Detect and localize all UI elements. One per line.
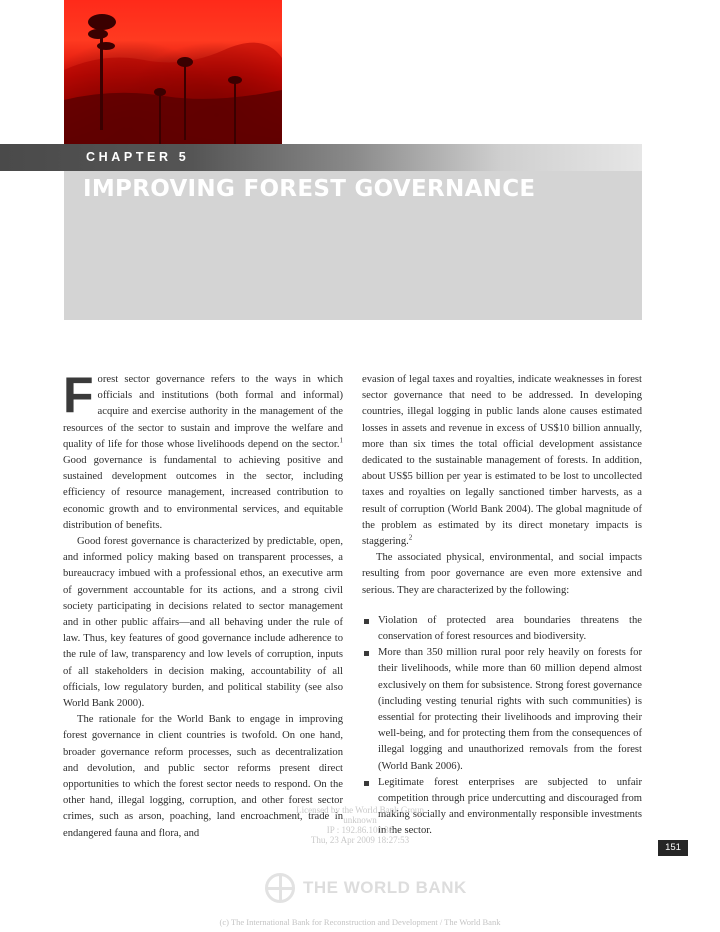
right-column: [362, 372, 642, 840]
list-item: Legitimate forest enterprises are subjected to unfair competition through price undercutting and discouraged from making socially and environmentally responsible investments in the sector.: [362, 775, 642, 840]
forest-silhouette-icon: [64, 0, 282, 144]
license-watermark-line: Thu, 23 Apr 2009 18:27:53: [310, 835, 410, 845]
dropcap: F: [63, 367, 94, 423]
footnote-ref: 1: [339, 436, 343, 445]
logo-text: THE WORLD BANK: [303, 878, 467, 897]
paragraph: The associated physical, environmental, and social impacts resulting from poor governance are even more extensive and serious. They are characterized by the following:: [362, 552, 642, 596]
square-bullet-icon: [364, 651, 369, 656]
copyright-notice: (c) The International Bank for Reconstruction and Development / The World Bank: [219, 917, 501, 927]
page-number: 151: [658, 840, 688, 856]
license-watermark-line: unknown: [343, 815, 377, 825]
chapter-label: CHAPTER 5: [86, 150, 190, 164]
paragraph: Forest sector governance refers to the ways in which officials and institutions (both formal and informal) acquire and exercise authority in the management of the resources of the sector to sustain and improve the welfare and quality of life for those whose livelihoods depend on the sector.$^1$ Good governance is fundamental to achieving positive and sustained development outcomes in the sector, including efficiency of resource management, increased contribution to economic growth and to environmental services, and equitable distribution of benefits.: [63, 367, 343, 531]
footnote-ref: 2: [408, 533, 413, 542]
globe-icon: [265, 873, 295, 903]
license-watermark-line: IP : 192.86.100.36: [326, 825, 394, 835]
square-bullet-icon: [364, 781, 369, 786]
chapter-title: IMPROVING FOREST GOVERNANCE: [83, 176, 536, 202]
paragraph: Good forest governance is characterized by predictable, open, and informed policy making based on transparent processes, a bureaucracy imbued with a professional ethos, an executive arm of government accountable for its actions, and a strong civil society participating in decisions related to sector management and in other public affairs—and all behaving under the rule of law. Thus, key features of good governance include adherence to the rule of law, transparency and low levels of corruption, inputs of all stakeholders in decision making, accountability of all officials, low regulatory burden, and political stability (see also World Bank 2000).: [63, 536, 343, 710]
list-item: Violation of protected area boundaries threatens the conservation of forest resources and biodiversity.: [362, 613, 642, 645]
chapter-photo-forest: [64, 0, 282, 144]
list-item: More than 350 million rural poor rely heavily on forests for their livelihoods, while more than 60 million depend almost exclusively on them for subsistence. Strong forest governance (including vesting tenurial rights with such communities) is essential for protecting their livelihoods and improving their well-being, and for protecting them from the consequences of illegal logging and unauthorized removals from the forest (World Bank 2006).: [362, 645, 642, 775]
world-bank-logo: [265, 870, 467, 906]
left-column: [63, 367, 343, 842]
paragraph: The rationale for the World Bank to engage in improving forest governance in client countries is twofold. On one hand, broader governance reform processes, such as decentralization and devolution, and public sector reforms present direct opportunities to which the forest sector needs to respond. On the other hand, illegal logging, corruption, and other forest sector crimes, such as arson, poaching, land encroachment, trade in endangered fauna and flora, and: [63, 714, 343, 839]
paragraph: evasion of legal taxes and royalties, indicate weaknesses in forest sector governance that need to be addressed. In developing countries, illegal logging in public lands alone causes estimated losses in assets and revenue in excess of US$10 billion annually, more than six times the total official development assistance dedicated to the sustainable management of forests. In addition, about US$5 billion per year is estimated to be lost to uncollected taxes and royalties on legally sanctioned timber harvests, as a result of corruption (World Bank 2004). The global magnitude of the problem as estimated by its direct monetary impacts is staggering.$^2$: [362, 374, 642, 548]
square-bullet-icon: [364, 619, 369, 624]
license-watermark-line: Licensed by the World Bank Group: [296, 805, 424, 815]
